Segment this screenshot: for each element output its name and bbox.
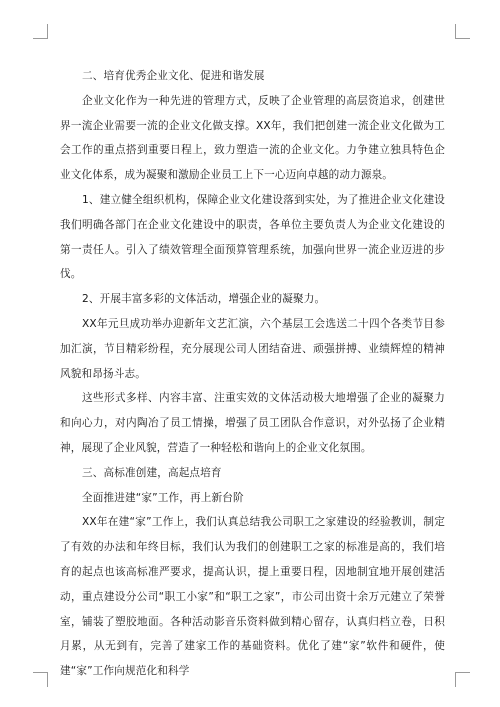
crop-mark-bottom-left [33, 672, 48, 687]
body-paragraph: 这些形式多样、内容丰富、注重实效的文体活动极大地增强了企业的凝聚力和向心力，对内陶冶了员工情操，增强了员工团队合作意识，对外弘扬了企业精神，展现了企业风貌，营造了一种轻松和谐向上的企业文化氛围。 [60, 392, 445, 454]
section-heading: 三、高标准创建，高起点培育 [82, 466, 222, 479]
body-paragraph: 2、开展丰富多彩的文体活动，增强企业的凝聚力。 [82, 293, 326, 306]
crop-mark-top-left [33, 24, 48, 39]
body-paragraph: XX年元旦成功举办迎新年文艺汇演，六个基层工会选送二十四个各类节目参加汇演，节目精彩纷程，充分展现公司人团结奋进、顽强拼搏、业绩辉煌的精神风貌和昂扬斗志。 [60, 317, 445, 380]
document-body [60, 64, 445, 684]
sub-heading: 全面推进建“家”工作，再上新台阶 [82, 491, 244, 504]
crop-mark-bottom-right [455, 672, 470, 687]
body-paragraph: 企业文化作为一种先进的管理方式，反映了企业管理的高层资追求，创建世界一流企业需要一流的企业文化做支撑。XX年，我们把创建一流企业文化做为工会工作的重点搭到重要日程上，致力塑造一流的企业文化。力争建立独具特色企业文化体系，成为凝聚和激励企业员工上下一心迈向卓越的动力源泉。 [60, 94, 445, 182]
crop-mark-top-right [455, 24, 470, 39]
section-heading: 二、培育优秀企业文化、促进和谐发展 [82, 70, 265, 82]
body-paragraph: XX年在建“家”工作上，我们认真总结我公司职工之家建设的经验教训，制定了有效的办法和年终目标，我们认为我们的创建职工之家的标准是高的，我们培育的起点也该高标准严要求，提高认识，提上重要日程，因地制宜地开展创建活动，重点建设分公司“职工小家”和“职工之家”，市公司出资十余万元建立了荣誉室，铺装了塑胶地面。各种活动影音乐资料做到精心留存，认真归档立卷，日积月累，从无到有，完善了建家工作的基础资料。优化了建“家”软件和硬件，使建“家”工作向规范化和科学 [60, 516, 445, 678]
body-paragraph: 1、建立健全组织机构，保障企业文化建设落到实处，为了推进企业文化建设我们明确各部门在企业文化建设中的职责，各单位主要负责人为企业文化建设的第一责任人。引入了绩效管理全面预算管理系统，加强向世界一流企业迈进的步伐。 [60, 193, 445, 281]
